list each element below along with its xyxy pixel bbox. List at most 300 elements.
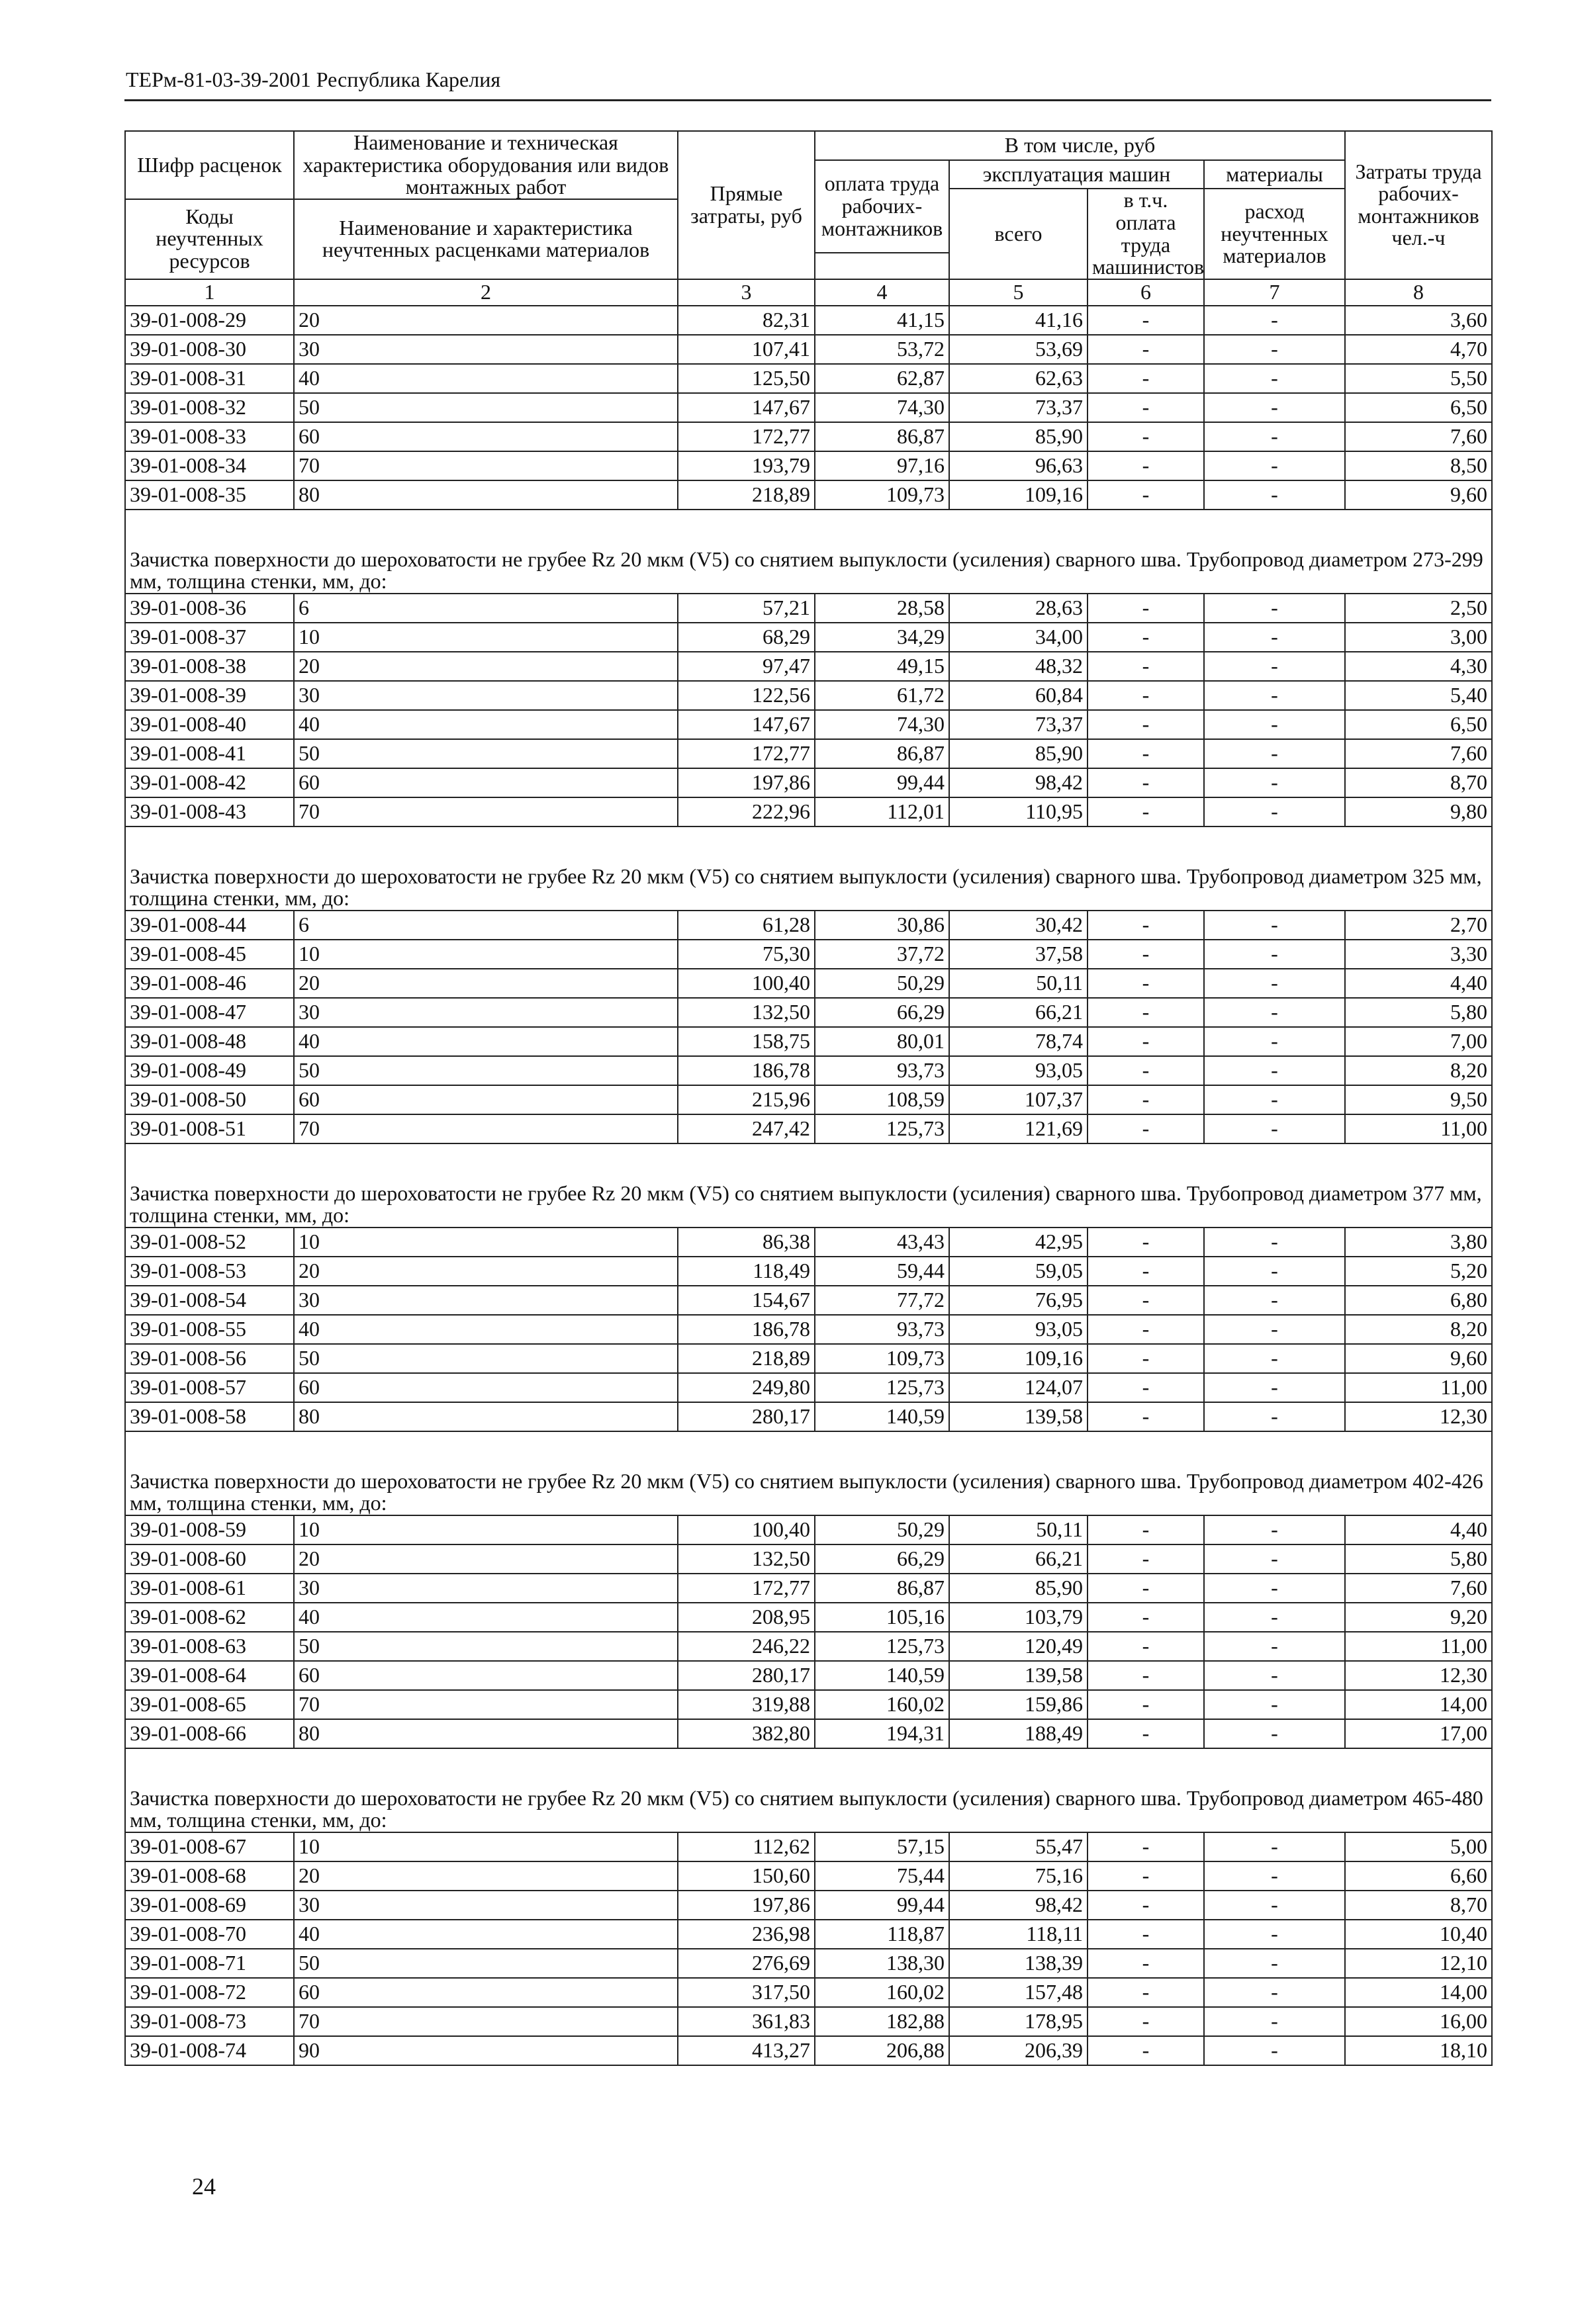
machines-cost: 66,21 bbox=[949, 998, 1088, 1027]
machines-wage: - bbox=[1088, 1544, 1204, 1574]
direct-costs: 86,38 bbox=[678, 1228, 815, 1257]
labor-cost: 3,30 bbox=[1345, 940, 1492, 969]
table-row bbox=[125, 1228, 1492, 1257]
materials-cost: - bbox=[1204, 480, 1345, 510]
wall-thickness: 30 bbox=[294, 681, 678, 710]
materials-cost: - bbox=[1204, 1891, 1345, 1920]
machines-cost: 48,32 bbox=[949, 652, 1088, 681]
wall-thickness: 60 bbox=[294, 1661, 678, 1690]
machines-wage: - bbox=[1088, 623, 1204, 652]
wage-cost: 74,30 bbox=[815, 710, 949, 739]
machines-cost: 60,84 bbox=[949, 681, 1088, 710]
materials-cost: - bbox=[1204, 1344, 1345, 1373]
labor-cost: 10,40 bbox=[1345, 1920, 1492, 1949]
wall-thickness: 40 bbox=[294, 1920, 678, 1949]
table-row bbox=[125, 1315, 1492, 1344]
wall-thickness: 20 bbox=[294, 652, 678, 681]
machines-cost: 85,90 bbox=[949, 1574, 1088, 1603]
wall-thickness: 20 bbox=[294, 1544, 678, 1574]
table-row bbox=[125, 1832, 1492, 1861]
machines-cost: 55,47 bbox=[949, 1832, 1088, 1861]
direct-costs: 186,78 bbox=[678, 1056, 815, 1085]
machines-cost: 96,63 bbox=[949, 451, 1088, 480]
wage-cost: 86,87 bbox=[815, 1574, 949, 1603]
wall-thickness: 70 bbox=[294, 797, 678, 827]
materials-cost: - bbox=[1204, 335, 1345, 364]
machines-cost: 139,58 bbox=[949, 1402, 1088, 1431]
machines-cost: 109,16 bbox=[949, 480, 1088, 510]
table-row bbox=[125, 652, 1492, 681]
labor-cost: 9,20 bbox=[1345, 1603, 1492, 1632]
rate-code: 39-01-008-43 bbox=[125, 797, 294, 827]
rate-code: 39-01-008-30 bbox=[125, 335, 294, 364]
materials-cost: - bbox=[1204, 1920, 1345, 1949]
wall-thickness: 60 bbox=[294, 422, 678, 451]
labor-cost: 11,00 bbox=[1345, 1373, 1492, 1402]
direct-costs: 82,31 bbox=[678, 306, 815, 335]
labor-cost: 8,20 bbox=[1345, 1315, 1492, 1344]
table-row bbox=[125, 710, 1492, 739]
wage-cost: 53,72 bbox=[815, 335, 949, 364]
wage-cost: 66,29 bbox=[815, 998, 949, 1027]
rate-code: 39-01-008-35 bbox=[125, 480, 294, 510]
wall-thickness: 30 bbox=[294, 1891, 678, 1920]
labor-cost: 5,00 bbox=[1345, 1832, 1492, 1861]
col-header-code: Шифр расценок bbox=[125, 131, 294, 199]
direct-costs: 361,83 bbox=[678, 2007, 815, 2036]
wall-thickness: 20 bbox=[294, 1861, 678, 1891]
labor-cost: 3,80 bbox=[1345, 1228, 1492, 1257]
wall-thickness: 40 bbox=[294, 1315, 678, 1344]
col-header-materials: материалы bbox=[1204, 160, 1345, 189]
wall-thickness: 10 bbox=[294, 623, 678, 652]
machines-wage: - bbox=[1088, 998, 1204, 1027]
rate-code: 39-01-008-67 bbox=[125, 1832, 294, 1861]
wage-cost: 28,58 bbox=[815, 594, 949, 623]
labor-cost: 4,40 bbox=[1345, 1515, 1492, 1544]
labor-cost: 4,70 bbox=[1345, 335, 1492, 364]
rate-code: 39-01-008-60 bbox=[125, 1544, 294, 1574]
rate-code: 39-01-008-54 bbox=[125, 1286, 294, 1315]
table-row bbox=[125, 1056, 1492, 1085]
direct-costs: 61,28 bbox=[678, 911, 815, 940]
wage-cost: 118,87 bbox=[815, 1920, 949, 1949]
direct-costs: 197,86 bbox=[678, 768, 815, 797]
machines-cost: 159,86 bbox=[949, 1690, 1088, 1719]
machines-wage: - bbox=[1088, 1603, 1204, 1632]
section-heading: Зачистка поверхности до шероховатости не грубее Rz 20 мкм (V5) со снятием выпуклости (усиления) сварного шва. Трубопровод диаметром 465-480 мм, толщина стенки, мм, до: bbox=[125, 1748, 1492, 1832]
wage-cost: 93,73 bbox=[815, 1315, 949, 1344]
machines-wage: - bbox=[1088, 1315, 1204, 1344]
materials-cost: - bbox=[1204, 1085, 1345, 1114]
wall-thickness: 90 bbox=[294, 2036, 678, 2065]
machines-wage: - bbox=[1088, 1114, 1204, 1143]
materials-cost: - bbox=[1204, 2036, 1345, 2065]
direct-costs: 147,67 bbox=[678, 710, 815, 739]
wall-thickness: 60 bbox=[294, 1085, 678, 1114]
wall-thickness: 60 bbox=[294, 768, 678, 797]
machines-wage: - bbox=[1088, 911, 1204, 940]
table-row bbox=[125, 1978, 1492, 2007]
direct-costs: 413,27 bbox=[678, 2036, 815, 2065]
machines-wage: - bbox=[1088, 710, 1204, 739]
materials-cost: - bbox=[1204, 1056, 1345, 1085]
labor-cost: 5,50 bbox=[1345, 364, 1492, 393]
labor-cost: 12,10 bbox=[1345, 1949, 1492, 1978]
labor-cost: 14,00 bbox=[1345, 1690, 1492, 1719]
rate-code: 39-01-008-50 bbox=[125, 1085, 294, 1114]
rate-code: 39-01-008-64 bbox=[125, 1661, 294, 1690]
wage-cost: 99,44 bbox=[815, 768, 949, 797]
rate-code: 39-01-008-61 bbox=[125, 1574, 294, 1603]
materials-cost: - bbox=[1204, 998, 1345, 1027]
direct-costs: 97,47 bbox=[678, 652, 815, 681]
direct-costs: 208,95 bbox=[678, 1603, 815, 1632]
direct-costs: 317,50 bbox=[678, 1978, 815, 2007]
rate-code: 39-01-008-63 bbox=[125, 1632, 294, 1661]
machines-cost: 85,90 bbox=[949, 739, 1088, 768]
direct-costs: 150,60 bbox=[678, 1861, 815, 1891]
materials-cost: - bbox=[1204, 911, 1345, 940]
table-row bbox=[125, 681, 1492, 710]
machines-cost: 98,42 bbox=[949, 768, 1088, 797]
direct-costs: 319,88 bbox=[678, 1690, 815, 1719]
machines-wage: - bbox=[1088, 969, 1204, 998]
direct-costs: 57,21 bbox=[678, 594, 815, 623]
machines-wage: - bbox=[1088, 1027, 1204, 1056]
rate-code: 39-01-008-42 bbox=[125, 768, 294, 797]
col-header-codes-unaccounted: Коды неучтенных ресурсов bbox=[125, 199, 294, 279]
materials-cost: - bbox=[1204, 1114, 1345, 1143]
rate-code: 39-01-008-48 bbox=[125, 1027, 294, 1056]
rate-code: 39-01-008-62 bbox=[125, 1603, 294, 1632]
table-row bbox=[125, 480, 1492, 510]
col-header-machines-total: всего bbox=[949, 189, 1088, 279]
wage-cost: 74,30 bbox=[815, 393, 949, 422]
machines-wage: - bbox=[1088, 1344, 1204, 1373]
machines-wage: - bbox=[1088, 1949, 1204, 1978]
labor-cost: 12,30 bbox=[1345, 1402, 1492, 1431]
materials-cost: - bbox=[1204, 1574, 1345, 1603]
labor-cost: 6,50 bbox=[1345, 710, 1492, 739]
labor-cost: 6,60 bbox=[1345, 1861, 1492, 1891]
labor-cost: 3,00 bbox=[1345, 623, 1492, 652]
wage-cost: 61,72 bbox=[815, 681, 949, 710]
machines-wage: - bbox=[1088, 393, 1204, 422]
table-row bbox=[125, 1920, 1492, 1949]
labor-cost: 4,40 bbox=[1345, 969, 1492, 998]
wage-cost: 140,59 bbox=[815, 1661, 949, 1690]
rate-code: 39-01-008-53 bbox=[125, 1257, 294, 1286]
table-row bbox=[125, 1027, 1492, 1056]
wall-thickness: 70 bbox=[294, 451, 678, 480]
table-row bbox=[125, 2036, 1492, 2065]
machines-wage: - bbox=[1088, 451, 1204, 480]
materials-cost: - bbox=[1204, 1257, 1345, 1286]
rate-code: 39-01-008-70 bbox=[125, 1920, 294, 1949]
machines-cost: 188,49 bbox=[949, 1719, 1088, 1748]
rate-code: 39-01-008-46 bbox=[125, 969, 294, 998]
col-header-name-unaccounted: Наименование и характеристика неучтенных расценками материалов bbox=[294, 199, 678, 279]
wage-cost: 62,87 bbox=[815, 364, 949, 393]
section-heading: Зачистка поверхности до шероховатости не грубее Rz 20 мкм (V5) со снятием выпуклости (усиления) сварного шва. Трубопровод диаметром 325 мм, толщина стенки, мм, до: bbox=[125, 827, 1492, 911]
rate-code: 39-01-008-55 bbox=[125, 1315, 294, 1344]
table-row bbox=[125, 1344, 1492, 1373]
machines-wage: - bbox=[1088, 797, 1204, 827]
wage-cost: 59,44 bbox=[815, 1257, 949, 1286]
direct-costs: 246,22 bbox=[678, 1632, 815, 1661]
direct-costs: 193,79 bbox=[678, 451, 815, 480]
wall-thickness: 40 bbox=[294, 710, 678, 739]
wage-cost: 125,73 bbox=[815, 1632, 949, 1661]
machines-wage: - bbox=[1088, 1861, 1204, 1891]
wall-thickness: 80 bbox=[294, 1719, 678, 1748]
table-row bbox=[125, 1861, 1492, 1891]
machines-cost: 118,11 bbox=[949, 1920, 1088, 1949]
machines-cost: 120,49 bbox=[949, 1632, 1088, 1661]
machines-cost: 124,07 bbox=[949, 1373, 1088, 1402]
rate-code: 39-01-008-57 bbox=[125, 1373, 294, 1402]
section-heading: Зачистка поверхности до шероховатости не грубее Rz 20 мкм (V5) со снятием выпуклости (усиления) сварного шва. Трубопровод диаметром 273-299 мм, толщина стенки, мм, до: bbox=[125, 510, 1492, 594]
wage-cost: 138,30 bbox=[815, 1949, 949, 1978]
machines-cost: 85,90 bbox=[949, 422, 1088, 451]
wage-cost: 97,16 bbox=[815, 451, 949, 480]
direct-costs: 107,41 bbox=[678, 335, 815, 364]
wage-cost: 160,02 bbox=[815, 1690, 949, 1719]
rate-code: 39-01-008-45 bbox=[125, 940, 294, 969]
rate-code: 39-01-008-52 bbox=[125, 1228, 294, 1257]
wage-cost: 57,15 bbox=[815, 1832, 949, 1861]
machines-wage: - bbox=[1088, 1891, 1204, 1920]
rate-code: 39-01-008-32 bbox=[125, 393, 294, 422]
direct-costs: 172,77 bbox=[678, 739, 815, 768]
machines-cost: 93,05 bbox=[949, 1056, 1088, 1085]
labor-cost: 11,00 bbox=[1345, 1632, 1492, 1661]
wage-cost: 105,16 bbox=[815, 1603, 949, 1632]
col-header-labor: Затраты труда рабочих-монтажников чел.-ч bbox=[1345, 131, 1492, 279]
rate-code: 39-01-008-39 bbox=[125, 681, 294, 710]
labor-cost: 14,00 bbox=[1345, 1978, 1492, 2007]
table-row bbox=[125, 2007, 1492, 2036]
column-numbers-row bbox=[125, 279, 1492, 306]
direct-costs: 236,98 bbox=[678, 1920, 815, 1949]
table-row bbox=[125, 1891, 1492, 1920]
labor-cost: 7,00 bbox=[1345, 1027, 1492, 1056]
materials-cost: - bbox=[1204, 1719, 1345, 1748]
rate-code: 39-01-008-66 bbox=[125, 1719, 294, 1748]
labor-cost: 9,80 bbox=[1345, 797, 1492, 827]
wall-thickness: 80 bbox=[294, 480, 678, 510]
machines-cost: 75,16 bbox=[949, 1861, 1088, 1891]
section-heading-row bbox=[125, 510, 1492, 594]
machines-wage: - bbox=[1088, 594, 1204, 623]
machines-wage: - bbox=[1088, 1228, 1204, 1257]
direct-costs: 147,67 bbox=[678, 393, 815, 422]
rate-code: 39-01-008-56 bbox=[125, 1344, 294, 1373]
materials-cost: - bbox=[1204, 623, 1345, 652]
materials-cost: - bbox=[1204, 768, 1345, 797]
direct-costs: 112,62 bbox=[678, 1832, 815, 1861]
materials-cost: - bbox=[1204, 422, 1345, 451]
machines-cost: 73,37 bbox=[949, 393, 1088, 422]
col-header-materials-unaccounted: расход неучтенных материалов bbox=[1204, 189, 1345, 279]
machines-cost: 53,69 bbox=[949, 335, 1088, 364]
materials-cost: - bbox=[1204, 1315, 1345, 1344]
section-heading-row bbox=[125, 827, 1492, 911]
wall-thickness: 40 bbox=[294, 1027, 678, 1056]
table-row bbox=[125, 998, 1492, 1027]
machines-cost: 59,05 bbox=[949, 1257, 1088, 1286]
column-number: 5 bbox=[949, 279, 1088, 306]
machines-wage: - bbox=[1088, 1719, 1204, 1748]
machines-wage: - bbox=[1088, 1085, 1204, 1114]
column-number: 3 bbox=[678, 279, 815, 306]
machines-cost: 50,11 bbox=[949, 969, 1088, 998]
col-header-name: Наименование и техническая характеристика оборудования или видов монтажных работ bbox=[294, 131, 678, 199]
materials-cost: - bbox=[1204, 1027, 1345, 1056]
direct-costs: 154,67 bbox=[678, 1286, 815, 1315]
table-row bbox=[125, 1114, 1492, 1143]
labor-cost: 17,00 bbox=[1345, 1719, 1492, 1748]
rate-code: 39-01-008-73 bbox=[125, 2007, 294, 2036]
machines-cost: 50,11 bbox=[949, 1515, 1088, 1544]
wage-cost: 43,43 bbox=[815, 1228, 949, 1257]
labor-cost: 5,80 bbox=[1345, 998, 1492, 1027]
direct-costs: 280,17 bbox=[678, 1661, 815, 1690]
materials-cost: - bbox=[1204, 1603, 1345, 1632]
materials-cost: - bbox=[1204, 1978, 1345, 2007]
machines-wage: - bbox=[1088, 1373, 1204, 1402]
wage-cost: 125,73 bbox=[815, 1114, 949, 1143]
labor-cost: 4,30 bbox=[1345, 652, 1492, 681]
wage-cost: 140,59 bbox=[815, 1402, 949, 1431]
direct-costs: 100,40 bbox=[678, 1515, 815, 1544]
table-row bbox=[125, 594, 1492, 623]
rate-code: 39-01-008-72 bbox=[125, 1978, 294, 2007]
materials-cost: - bbox=[1204, 652, 1345, 681]
machines-cost: 42,95 bbox=[949, 1228, 1088, 1257]
wall-thickness: 50 bbox=[294, 1344, 678, 1373]
direct-costs: 186,78 bbox=[678, 1315, 815, 1344]
rate-code: 39-01-008-69 bbox=[125, 1891, 294, 1920]
wall-thickness: 20 bbox=[294, 306, 678, 335]
wage-cost: 182,88 bbox=[815, 2007, 949, 2036]
machines-cost: 28,63 bbox=[949, 594, 1088, 623]
rates-table bbox=[124, 130, 1493, 2066]
machines-cost: 109,16 bbox=[949, 1344, 1088, 1373]
materials-cost: - bbox=[1204, 1632, 1345, 1661]
rate-code: 39-01-008-31 bbox=[125, 364, 294, 393]
machines-wage: - bbox=[1088, 1286, 1204, 1315]
direct-costs: 118,49 bbox=[678, 1257, 815, 1286]
machines-cost: 93,05 bbox=[949, 1315, 1088, 1344]
materials-cost: - bbox=[1204, 1861, 1345, 1891]
column-number: 2 bbox=[294, 279, 678, 306]
wage-cost: 80,01 bbox=[815, 1027, 949, 1056]
materials-cost: - bbox=[1204, 1661, 1345, 1690]
materials-cost: - bbox=[1204, 1544, 1345, 1574]
labor-cost: 8,70 bbox=[1345, 768, 1492, 797]
machines-wage: - bbox=[1088, 364, 1204, 393]
machines-cost: 178,95 bbox=[949, 2007, 1088, 2036]
table-row bbox=[125, 969, 1492, 998]
machines-cost: 110,95 bbox=[949, 797, 1088, 827]
wall-thickness: 20 bbox=[294, 1257, 678, 1286]
col-header-direct: Прямые затраты, руб bbox=[678, 131, 815, 279]
wage-cost: 160,02 bbox=[815, 1978, 949, 2007]
machines-wage: - bbox=[1088, 739, 1204, 768]
wall-thickness: 60 bbox=[294, 1978, 678, 2007]
machines-cost: 138,39 bbox=[949, 1949, 1088, 1978]
machines-cost: 103,79 bbox=[949, 1603, 1088, 1632]
materials-cost: - bbox=[1204, 306, 1345, 335]
wage-cost: 112,01 bbox=[815, 797, 949, 827]
direct-costs: 218,89 bbox=[678, 1344, 815, 1373]
table-row bbox=[125, 1949, 1492, 1978]
wall-thickness: 30 bbox=[294, 1286, 678, 1315]
machines-wage: - bbox=[1088, 1978, 1204, 2007]
machines-wage: - bbox=[1088, 1257, 1204, 1286]
labor-cost: 8,20 bbox=[1345, 1056, 1492, 1085]
labor-cost: 9,60 bbox=[1345, 1344, 1492, 1373]
labor-cost: 5,20 bbox=[1345, 1257, 1492, 1286]
machines-wage: - bbox=[1088, 480, 1204, 510]
labor-cost: 18,10 bbox=[1345, 2036, 1492, 2065]
machines-wage: - bbox=[1088, 652, 1204, 681]
table-row bbox=[125, 623, 1492, 652]
labor-cost: 7,60 bbox=[1345, 1574, 1492, 1603]
rate-code: 39-01-008-38 bbox=[125, 652, 294, 681]
materials-cost: - bbox=[1204, 2007, 1345, 2036]
table-row bbox=[125, 1373, 1492, 1402]
wall-thickness: 60 bbox=[294, 1373, 678, 1402]
labor-cost: 12,30 bbox=[1345, 1661, 1492, 1690]
machines-cost: 30,42 bbox=[949, 911, 1088, 940]
wall-thickness: 6 bbox=[294, 911, 678, 940]
wall-thickness: 40 bbox=[294, 1603, 678, 1632]
table-row bbox=[125, 768, 1492, 797]
machines-cost: 66,21 bbox=[949, 1544, 1088, 1574]
column-number: 7 bbox=[1204, 279, 1345, 306]
col-header-including: В том числе, руб bbox=[815, 131, 1345, 160]
direct-costs: 125,50 bbox=[678, 364, 815, 393]
machines-wage: - bbox=[1088, 1832, 1204, 1861]
wall-thickness: 50 bbox=[294, 1056, 678, 1085]
labor-cost: 16,00 bbox=[1345, 2007, 1492, 2036]
direct-costs: 100,40 bbox=[678, 969, 815, 998]
table-row bbox=[125, 451, 1492, 480]
machines-cost: 98,42 bbox=[949, 1891, 1088, 1920]
machines-wage: - bbox=[1088, 1515, 1204, 1544]
labor-cost: 8,70 bbox=[1345, 1891, 1492, 1920]
column-number: 8 bbox=[1345, 279, 1492, 306]
labor-cost: 6,80 bbox=[1345, 1286, 1492, 1315]
materials-cost: - bbox=[1204, 1832, 1345, 1861]
machines-wage: - bbox=[1088, 1690, 1204, 1719]
wall-thickness: 20 bbox=[294, 969, 678, 998]
wage-cost: 194,31 bbox=[815, 1719, 949, 1748]
table-row bbox=[125, 422, 1492, 451]
machines-wage: - bbox=[1088, 306, 1204, 335]
machines-cost: 34,00 bbox=[949, 623, 1088, 652]
direct-costs: 132,50 bbox=[678, 998, 815, 1027]
wage-cost: 109,73 bbox=[815, 1344, 949, 1373]
labor-cost: 5,40 bbox=[1345, 681, 1492, 710]
wage-cost: 93,73 bbox=[815, 1056, 949, 1085]
machines-cost: 206,39 bbox=[949, 2036, 1088, 2065]
table-row bbox=[125, 306, 1492, 335]
table-row bbox=[125, 1661, 1492, 1690]
